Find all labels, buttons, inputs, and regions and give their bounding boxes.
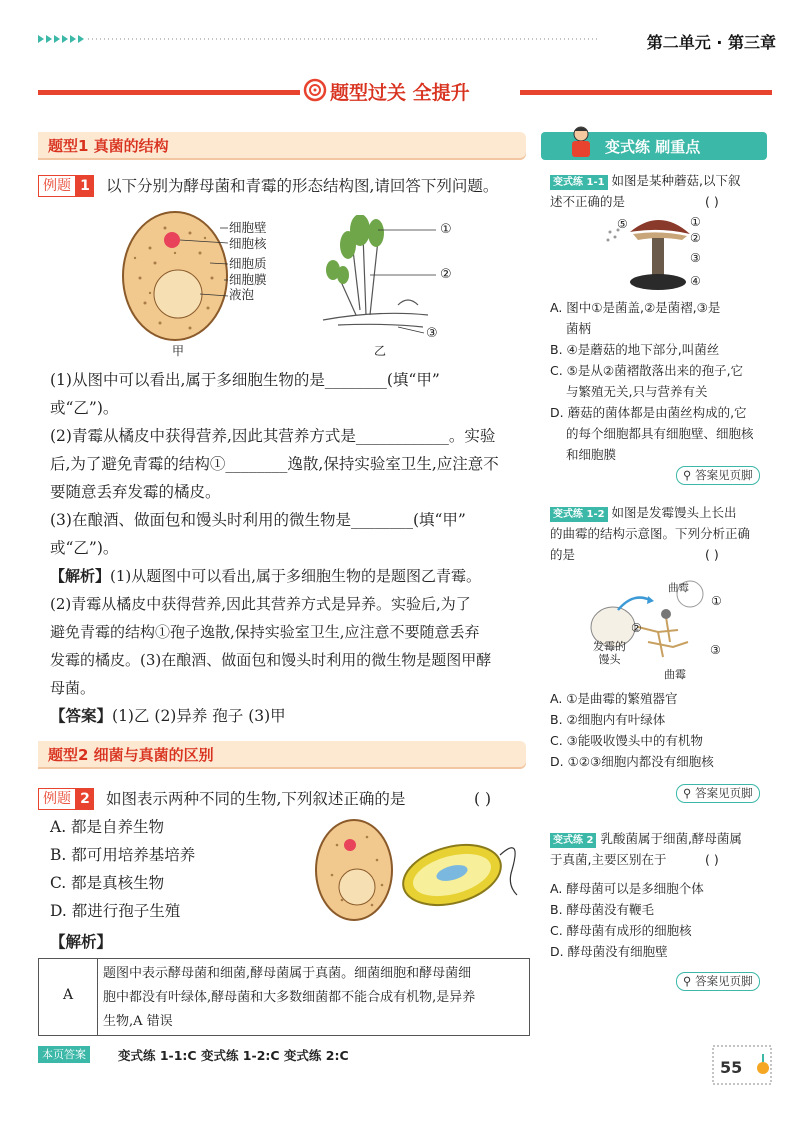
aspergillus-mark-2: ② (631, 621, 642, 635)
mushroom-figure (600, 212, 700, 292)
page-number: 55 (720, 1058, 743, 1077)
mushroom-mark-5: ⑤ (617, 217, 628, 231)
variant-1-1: 变式练 1-1 如图是某种蘑菇,以下叙 述不正确的是 ( ) (550, 173, 741, 209)
yeast-cell-figure (120, 208, 310, 358)
student-icon (561, 124, 601, 160)
aspergillus-mark-3: ③ (710, 643, 721, 657)
banner-rule-right (520, 90, 772, 95)
chapter-title: 第二单元 · 第三章 (646, 33, 776, 52)
example2-question: 如图表示两种不同的生物,下列叙述正确的是 (106, 790, 406, 808)
aspergillus-label-bottom: 曲霉 (664, 668, 686, 681)
side-header (541, 132, 767, 160)
section1-title: 题型1 真菌的结构 (48, 137, 169, 155)
mushroom-mark-4: ④ (690, 274, 701, 288)
aspergillus-label-top: 曲霉 (668, 582, 689, 594)
banner-rule-left (38, 90, 300, 95)
banner-swirl-icon (303, 78, 327, 102)
example2-paren: ( ) (474, 790, 492, 808)
header-decoration (38, 34, 598, 44)
variant-1-2-options: A. ①是曲霉的繁殖器官 B. ②细胞内有叶绿体 C. ③能吸收馒头中的有机物 D. ①②③细胞内都没有细胞核 (550, 691, 714, 769)
fig-b-mark-2: ② (440, 267, 452, 282)
example1-tag: 例题 1 (38, 175, 94, 197)
example2-options (50, 813, 195, 925)
variant-2-options: A. 酵母菌可以是多细胞个体 B. 酵母菌没有鞭毛 C. 酵母菌有成形的细胞核 D. 酵母菌没有细胞壁 (550, 881, 704, 959)
variant-2: 变式练 2 乳酸菌属于细菌,酵母菌属 于真菌,主要区别在于 ( ) (550, 831, 742, 867)
section2-title: 题型2 细菌与真菌的区别 (48, 746, 214, 764)
side-header-title: 变式练 刷重点 (605, 138, 701, 156)
answer-link-1[interactable]: ⚲ 答案见页脚 (676, 466, 760, 485)
table-key: A (63, 987, 74, 1003)
section1-header (38, 132, 526, 158)
yeast-bacteria-figure (312, 815, 532, 925)
variant-1-1-options: A. 图中①是菌盖,②是菌褶,③是 菌柄 B. ④是蘑菇的地下部分,叫菌丝 C. ⑤是从②菌褶散落出来的孢子,它 与繁殖无关,只与营养有关 D. 蘑菇的菌体都是由菌丝构成的,它 的每个细胞都具有细胞壁、细胞核 和细胞膜 (550, 300, 754, 462)
fig-b-mark-1: ① (440, 222, 452, 237)
variant-1-2: 变式练 1-2 如图是发霉馒头上长出 的曲霉的结构示意图。下列分析正确 的是 ( ) (550, 505, 751, 562)
analysis-table: A 题图中表示酵母菌和细菌,酵母菌属于真菌。细菌细胞和酵母菌细 胞中都没有叶绿体,酵母菌和大多数细菌都不能合成有机物,是异养 生物,A 错误 (38, 958, 530, 1036)
variant-1-2-tag: 变式练 1-2 (550, 507, 608, 522)
footer-answers: 变式练 1-1:C 变式练 1-2:C 变式练 2:C (118, 1048, 349, 1063)
option-b[interactable]: B. 都可用培养基培养 (50, 846, 196, 864)
mushroom-mark-3: ③ (690, 251, 701, 265)
mushroom-mark-1: ① (690, 215, 701, 229)
example2-tag: 例题 2 (38, 788, 94, 810)
variant-1-1-tag: 变式练 1-1 (550, 175, 608, 190)
option-a[interactable]: A. 都是自养生物 (50, 818, 165, 836)
mushroom-mark-2: ② (690, 231, 701, 245)
banner-title: 题型过关 全提升 (330, 82, 470, 104)
figure-caption-b: 乙 (374, 344, 387, 358)
moldy-bun-label: 发霉的 馒头 (593, 640, 626, 666)
section2-header (38, 741, 526, 767)
option-d[interactable]: D. 都进行孢子生殖 (50, 902, 181, 920)
penicillium-figure (318, 215, 458, 340)
answer-link-3[interactable]: ⚲ 答案见页脚 (676, 972, 760, 991)
variant-2-tag: 变式练 2 (550, 833, 596, 848)
fig-b-mark-3: ③ (426, 326, 438, 341)
example1-analysis: 【解析】(1)从题图中可以看出,属于多细胞生物的是题图乙青霉。 (2)青霉从橘皮中获得营养,因此其营养方式是异养。实验后,为了 避免青霉的结构①孢子逸散,保持实验室卫生,应注意不要随意丢弃 发霉的橘皮。(3)在酿酒、做面包和馒头时利用的微生物是题图甲酵 母菌。 (50, 567, 492, 697)
figure-caption-a: 甲 (172, 344, 185, 358)
example2-analysis-label: 【解析】 (50, 932, 113, 951)
footer-answer-tag: 本页答案 (38, 1046, 90, 1063)
answer-link-2[interactable]: ⚲ 答案见页脚 (676, 784, 760, 803)
yeast-labels: 细胞壁 细胞核 细胞质 细胞膜 液泡 (229, 220, 267, 302)
example1-answer: 【答案】(1)乙 (2)异养 孢子 (3)甲 (50, 706, 286, 725)
aspergillus-mark-1: ① (711, 594, 722, 608)
option-c[interactable]: C. 都是真核生物 (50, 874, 165, 892)
example1-question: 以下分别为酵母菌和青霉的形态结构图,请回答下列问题。 (106, 177, 499, 195)
example1-subquestions: (1)从图中可以看出,属于多细胞生物的是________(填“甲” 或“乙”)。 (2)青霉从橘皮中获得营养,因此其营养方式是____________。实验 后,为了避免青霉的结构①________逸散,保持实验室卫生,应注意不 要随意丢弃发霉的橘皮。 (3)在酿酒、做面包和馒头时利用的微生物是________(填“甲” 或“乙”)。 (50, 371, 499, 557)
